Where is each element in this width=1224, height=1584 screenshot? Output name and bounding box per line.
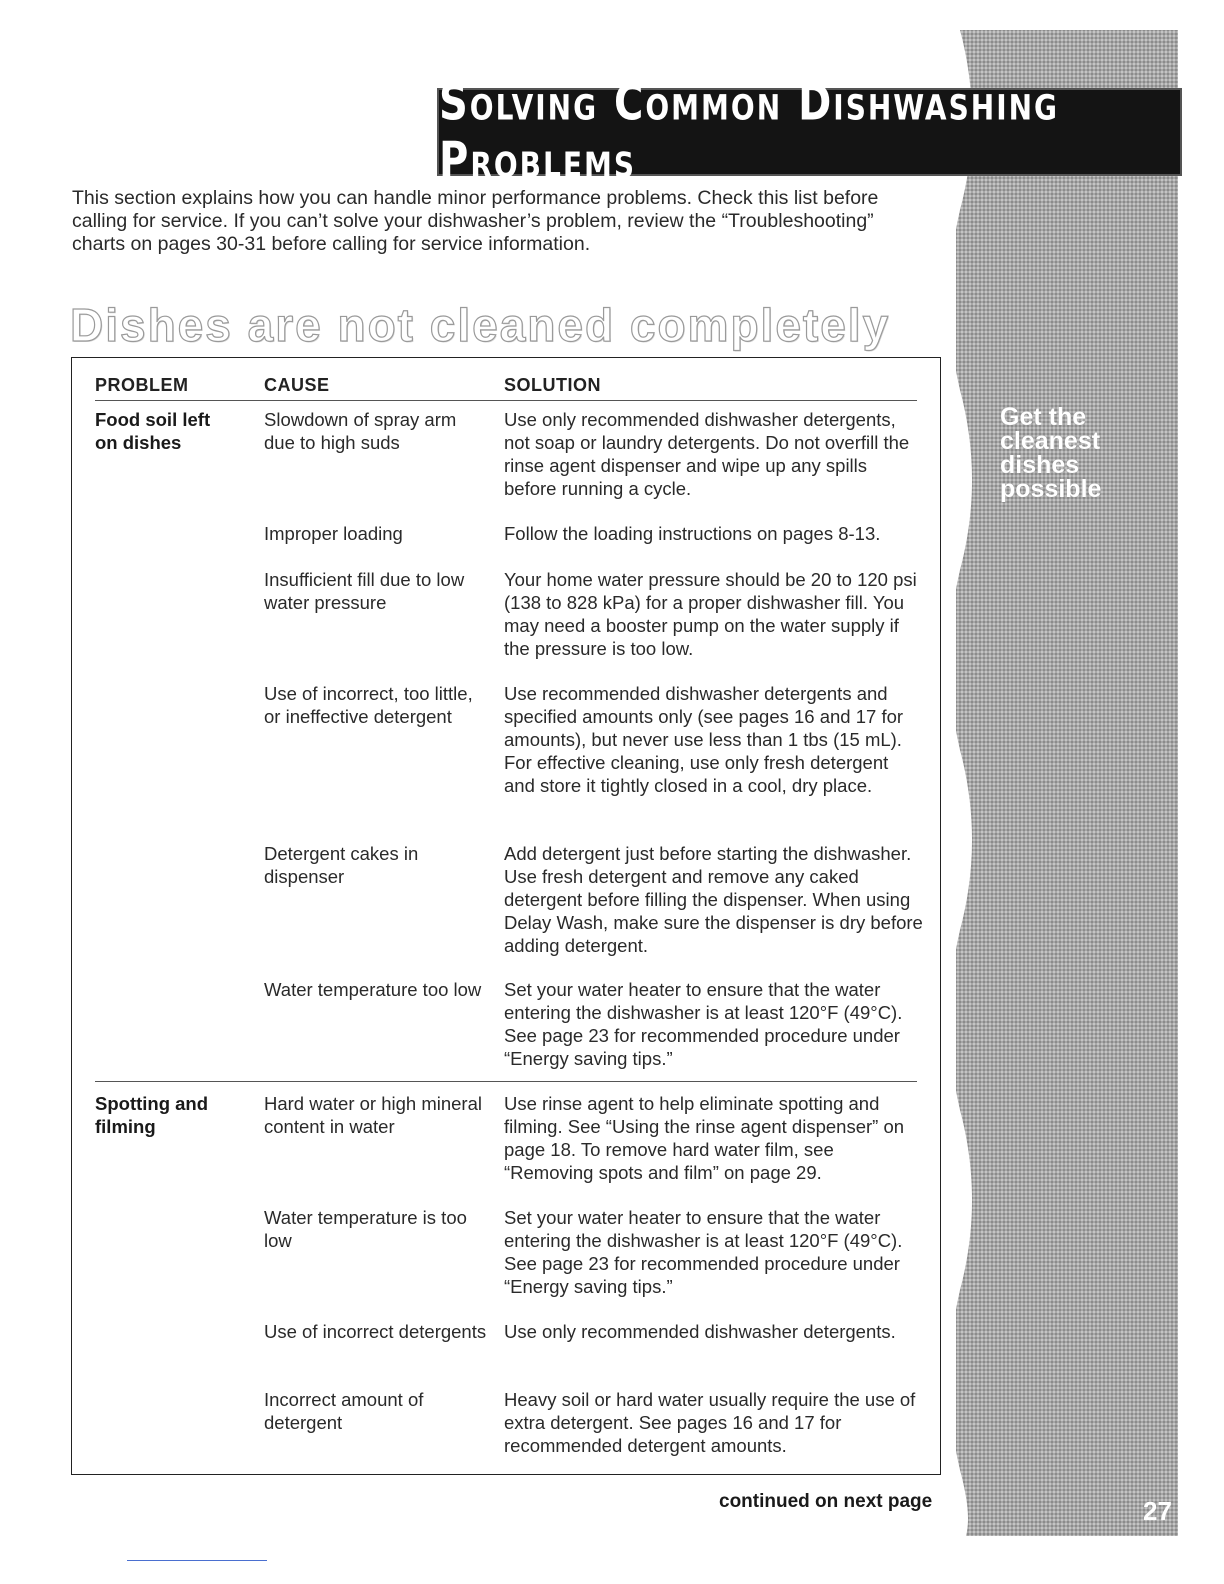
section-heading: Dishes are not cleaned completely: [70, 299, 891, 351]
solution-cell: Heavy soil or hard water usually require the use of extra detergent. See pages 16 and 17 for recommended detergent amounts.: [504, 1389, 916, 1456]
cause-cell: Use of incorrect detergents: [264, 1321, 487, 1342]
solution-cell: Use only recommended dishwasher detergents, not soap or laundry detergents. Do not overfill the rinse agent dispenser and wipe up any spills before running a cycle.: [504, 409, 910, 499]
intro-paragraph: This section explains how you can handle minor performance problems. Check this list before calling for service. If you can’t solve your dishwasher’s problem, review the “Troubleshooting” charts on pages 30-31 before calling for service information.: [72, 187, 879, 255]
solution-cell: Set your water heater to ensure that the water entering the dishwasher is at least 120°F (49°C). See page 23 for recommended procedure under “Energy saving tips.”: [504, 1207, 903, 1297]
cause-cell: Detergent cakes in dispenser: [264, 843, 419, 887]
sidebar-panel: [956, 30, 1178, 1536]
page-title: Solving Common Dishwashing Problems: [439, 74, 1060, 190]
page-number: 27: [1143, 1496, 1172, 1526]
header-cause: CAUSE: [264, 375, 330, 395]
solution-cell: Use only recommended dishwasher detergents.: [504, 1321, 896, 1342]
footer-rule: [127, 1560, 267, 1561]
problem-food-soil: Food soil left on dishes: [95, 409, 211, 453]
header-divider: [95, 400, 917, 401]
header-solution: SOLUTION: [504, 375, 601, 395]
header-problem: PROBLEM: [95, 375, 189, 395]
cause-cell: Incorrect amount of detergent: [264, 1389, 424, 1433]
cause-cell: Use of incorrect, too little, or ineffective detergent: [264, 683, 473, 727]
cause-cell: Improper loading: [264, 523, 403, 544]
cause-cell: Insufficient fill due to low water pressure: [264, 569, 465, 613]
solution-cell: Your home water pressure should be 20 to 120 psi (138 to 828 kPa) for a proper dishwasher fill. You may need a booster pump on the water supply if the pressure is too low.: [504, 569, 917, 659]
problem-spotting-filming: Spotting and filming: [95, 1093, 209, 1137]
solution-cell: Use rinse agent to help eliminate spotting and filming. See “Using the rinse agent dispenser” on page 18. To remove hard water film, see “Removing spots and film” on page 29.: [504, 1093, 905, 1183]
sidebar-tagline: Get the cleanest dishes possible: [1000, 403, 1102, 503]
cause-cell: Water temperature is too low: [264, 1207, 467, 1251]
solution-cell: Follow the loading instructions on pages 8-13.: [504, 523, 881, 544]
continued-note: continued on next page: [719, 1491, 933, 1512]
solution-cell: Add detergent just before starting the dishwasher. Use fresh detergent and remove any caked detergent before filling the dispenser. When using Delay Wash, make sure the dispenser is dry before adding detergent.: [504, 843, 923, 956]
group-divider: [95, 1081, 917, 1082]
sidebar-wave-edge: [946, 30, 986, 1536]
solution-cell: Use recommended dishwasher detergents and specified amounts only (see pages 16 and 17 for amounts), but never use less than 1 tbs (15 mL). For effective cleaning, use only fresh detergent and store it tightly closed in a cool, dry place.: [504, 683, 904, 796]
cause-cell: Water temperature too low: [264, 979, 482, 1000]
cause-cell: Hard water or high mineral content in water: [264, 1093, 482, 1137]
page-title-bar: [437, 74, 1182, 190]
cause-cell: Slowdown of spray arm due to high suds: [264, 409, 457, 453]
solution-cell: Set your water heater to ensure that the water entering the dishwasher is at least 120°F (49°C). See page 23 for recommended procedure under “Energy saving tips.”: [504, 979, 903, 1069]
